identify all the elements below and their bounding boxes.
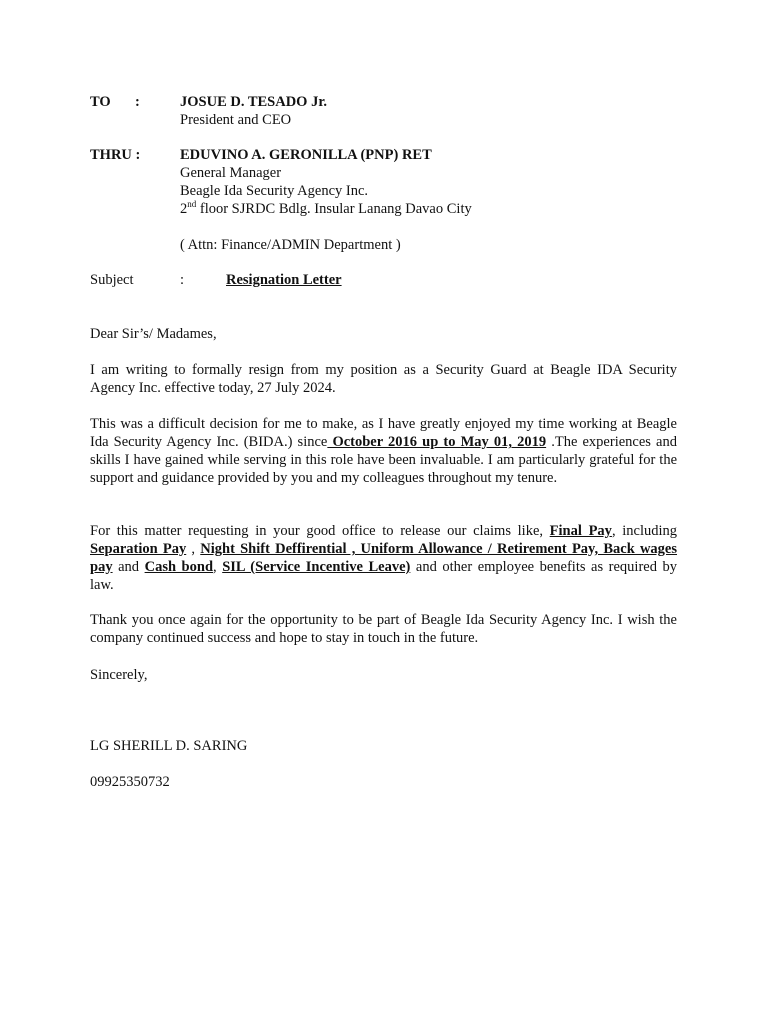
paragraph-tenure <box>90 415 677 487</box>
recipient-title: President and CEO <box>180 112 292 128</box>
to-label: TO <box>90 94 111 110</box>
claims-text-e: , <box>186 541 201 557</box>
tenure-period: October 2016 up to May 01, 2019 <box>327 434 547 450</box>
tenure-text-a: This was a difficult decision for me to make, as I have greatly enjoyed my time working at Beagle Ida Security Agency Inc. (BIDA.) since <box>90 416 677 450</box>
subject-label: Subject <box>90 272 134 288</box>
claim-cash-bond: Cash bond <box>144 559 214 575</box>
salutation: Dear Sir’s/ Madames, <box>90 326 217 342</box>
thru-address <box>180 200 472 218</box>
claims-text-c: , including <box>611 523 678 539</box>
claim-separation-pay: Separation Pay <box>90 541 187 557</box>
claims-text-g: and <box>112 559 145 575</box>
address-ordinal-suffix: nd <box>187 199 197 210</box>
claim-sil: SIL (Service Incentive Leave) <box>222 559 411 575</box>
thru-title: General Manager <box>180 165 282 181</box>
signatory-name: LG SHERILL D. SARING <box>90 738 248 754</box>
to-colon: : <box>135 94 140 110</box>
claim-night-shift-etc: Night Shift Deffirential , Uniform Allowance / Retirement Pay, Back wages pay <box>90 541 678 575</box>
subject-value: Resignation Letter <box>226 272 342 288</box>
paragraph-claims <box>90 522 677 594</box>
attention-line: ( Attn: Finance/ADMIN Department ) <box>180 237 401 253</box>
thru-label: THRU : <box>90 147 141 163</box>
subject-colon: : <box>180 272 185 288</box>
address-ordinal: 2 <box>180 201 188 217</box>
closing: Sincerely, <box>90 667 148 683</box>
claims-text-i: , <box>213 559 223 575</box>
tenure-text-c: .The experiences and skills I have gained while serving in this role have been invaluable. I am particularly grateful for the support and guidance provided by you and my colleagues throughout my tenure. <box>90 434 677 486</box>
recipient-name: JOSUE D. TESADO Jr. <box>180 94 328 110</box>
paragraph-thanks: Thank you once again for the opportunity to be part of Beagle Ida Security Agency Inc. I wish the company continued success and hope to stay in touch in the future. <box>90 612 677 646</box>
thru-name: EDUVINO A. GERONILLA (PNP) RET <box>180 147 432 163</box>
paragraph-resignation: I am writing to formally resign from my position as a Security Guard at Beagle IDA Security Agency Inc. effective today, 27 July 2024. <box>90 362 677 396</box>
claim-final-pay: Final Pay <box>549 523 612 539</box>
address-rest: floor SJRDC Bdlg. Insular Lanang Davao City <box>196 201 472 217</box>
signatory-phone: 09925350732 <box>90 774 170 790</box>
claims-text-k: and other employee benefits as required by law. <box>90 559 678 593</box>
thru-company: Beagle Ida Security Agency Inc. <box>180 183 369 199</box>
claims-text-a: For this matter requesting in your good office to release our claims like, <box>90 523 550 539</box>
